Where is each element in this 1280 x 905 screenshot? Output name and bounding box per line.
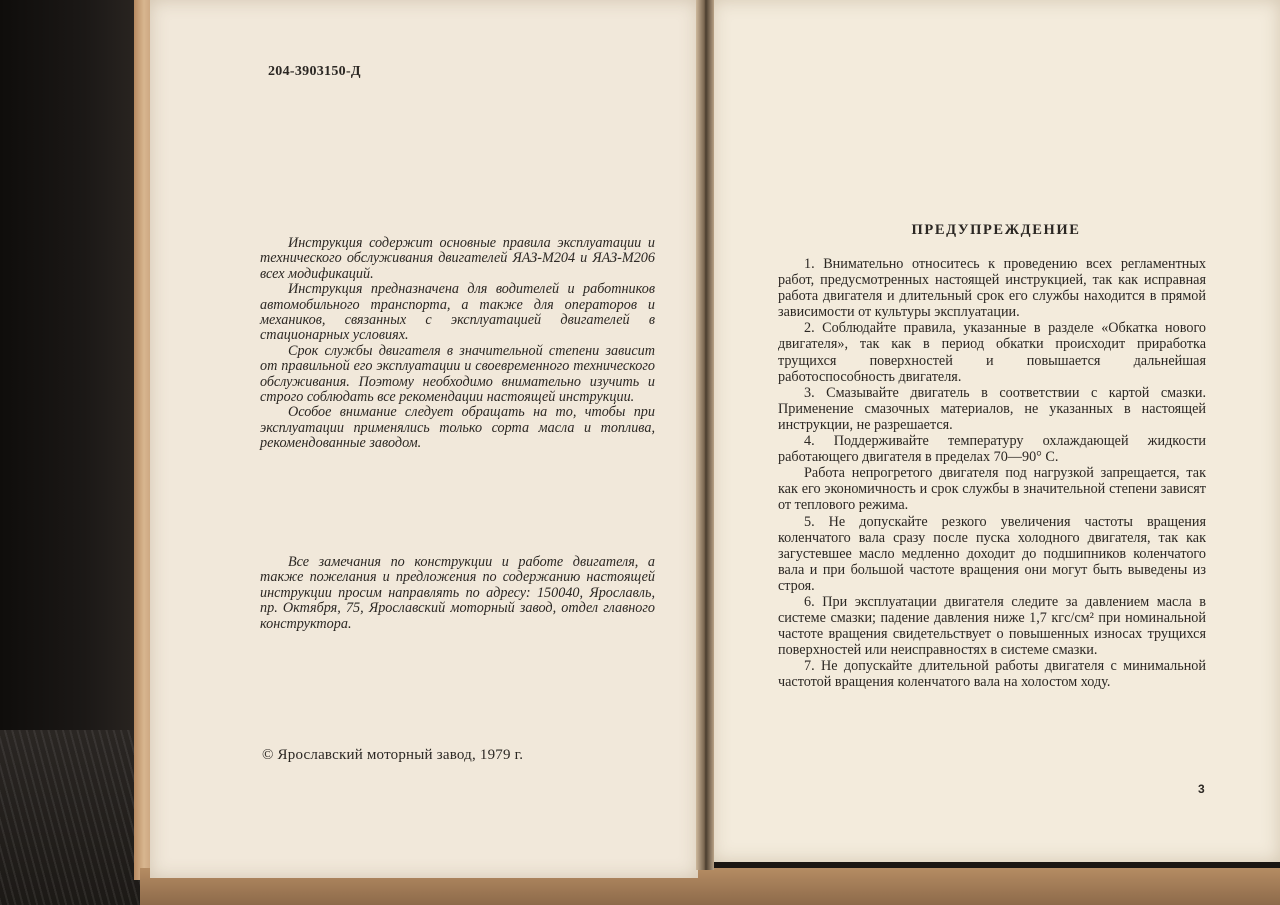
warning-paragraph: 4. Поддерживайте температуру охлаждающей жидкости работающего двигателя в пределах 70—90° С. [778,433,1206,466]
address-text [260,555,655,632]
warning-paragraph: 2. Соблюдайте правила, указанные в разделе «Обкатка нового двигателя», так как в период обкатки происходит приработка трущихся поверхностей и повышается дальнейшая работоспособность двигателя. [778,320,1206,385]
intro-text [260,236,655,452]
warning-title: ПРЕДУПРЕЖДЕНИЕ [911,222,1081,238]
book-gutter [696,0,714,870]
copyright-line: © Ярославский моторный завод, 1979 г. [262,747,524,763]
warning-paragraph: 6. При эксплуатации двигателя следите за давлением масла в системе смазки; падение давления ниже 1,7 кгс/см² при номинальной частоте вращения свидетельствует о повышенных износах трущихся поверхностей или неисправностях в системе смазки. [778,593,1206,659]
warning-paragraph: 3. Смазывайте двигатель в соответствии с картой смазки. Применение смазочных материалов, не указанных в настоящей инструкции, не разрешается. [778,384,1206,433]
warning-body [778,256,1206,691]
document-code: 204-3903150-Д [268,64,361,79]
intro-paragraph: Инструкция предназначена для водителей и работников автомобильного транспорта, а также для операторов и механиков, связанных с эксплуатацией двигателей в стационарных условиях. [260,281,655,344]
intro-paragraph: Срок службы двигателя в значительной степени зависит от правильной его эксплуатации и своевременного технического обслуживания. Поэтому необходимо внимательно изучить и строго соблюдать все рекомендации настоящей инструкции. [260,342,655,406]
page-number: 3 [1198,782,1205,796]
intro-paragraph: Особое внимание следует обращать на то, чтобы при эксплуатации применялись только сорта масла и топлива, рекомендованные заводом. [260,404,655,452]
address-paragraph: Все замечания по конструкции и работе двигателя, а также пожелания и предложения по содержанию настоящей инструкции просим направлять по адресу: 150040, Ярославль, пр. Октября, 75, Ярославский моторный завод, отдел главного конструктора. [260,554,655,632]
warning-paragraph: 7. Не допускайте длительной работы двигателя с минимальной частотой вращения коленчатого вала на холостом ходу. [778,658,1206,691]
intro-paragraph: Инструкция содержит основные правила эксплуатации и технического обслуживания двигателей ЯАЗ-М204 и ЯАЗ-М206 всех модификаций. [260,235,655,282]
warning-paragraph: Работа непрогретого двигателя под нагрузкой запрещается, так как его экономичность и срок службы в значительной степени зависят от теплового режима. [778,465,1206,514]
warning-paragraph: 5. Не допускайте резкого увеличения частоты вращения коленчатого вала сразу после пуска холодного двигателя, так как загустевшее масло медленно доходит до подшипников коленчатого вала и при большой частоте вращения они могут быть выведены из строя. [778,513,1206,594]
warning-paragraph: 1. Внимательно относитесь к проведению всех регламентных работ, предусмотренных настоящей инструкцией, так как исправная работа двигателя и длительный срок его службы находится в прямой зависимости от культуры эксплуатации. [778,256,1206,321]
